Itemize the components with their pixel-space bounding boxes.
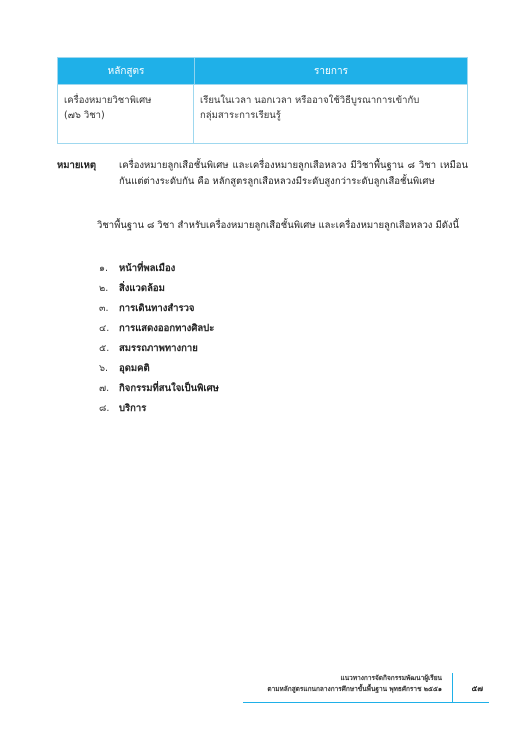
footer-rule	[243, 702, 489, 703]
list-text: หน้าที่พลเมือง	[119, 262, 176, 274]
detail-line-1: เรียนในเวลา นอกเวลา หรืออาจใช้วิธีบูรณาการเข้ากับ	[200, 95, 420, 106]
list-item	[99, 258, 219, 278]
course-name: เครื่องหมายวิชาพิเศษ	[64, 95, 152, 106]
intro-paragraph: วิชาพื้นฐาน ๘ วิชา สำหรับเครื่องหมายลูกเสือชั้นพิเศษ และเครื่องหมายลูกเสือหลวง มีดังนี้	[97, 220, 460, 231]
list-text: กิจกรรมที่สนใจเป็นพิเศษ	[119, 382, 219, 394]
list-number: ๓.	[99, 302, 109, 314]
table-row	[58, 84, 467, 143]
footer-line-2: ตามหลักสูตรแกนกลางการศึกษาขั้นพื้นฐาน พุทธศักราช ๒๕๕๑	[267, 685, 442, 693]
page-number: ๕๗	[471, 684, 483, 693]
list-text: สมรรถภาพทางกาย	[119, 342, 198, 354]
header-detail: รายการ	[314, 65, 348, 77]
list-text: การแสดงออกทางศิลปะ	[119, 322, 215, 334]
course-count: (๗๖ วิชา)	[64, 110, 105, 121]
footer-title	[267, 673, 442, 695]
note-block	[57, 158, 468, 190]
note-label: หมายเหตุ	[57, 160, 97, 171]
subject-list	[99, 258, 219, 418]
footer-line-1: แนวทางการจัดกิจกรรมพัฒนาผู้เรียน	[340, 674, 442, 682]
list-item	[99, 318, 219, 338]
cell-detail	[194, 85, 467, 143]
list-number: ๑.	[99, 262, 109, 274]
list-number: ๘.	[99, 402, 110, 414]
list-number: ๔.	[99, 322, 110, 334]
curriculum-table	[57, 57, 468, 144]
list-item	[99, 378, 219, 398]
list-item	[99, 358, 219, 378]
cell-course	[58, 85, 194, 143]
list-text: การเดินทางสำรวจ	[119, 302, 195, 314]
list-text: บริการ	[119, 402, 147, 414]
list-number: ๕.	[99, 342, 110, 354]
header-course: หลักสูตร	[58, 58, 195, 84]
list-number: ๒.	[99, 282, 109, 294]
footer-separator	[452, 673, 453, 703]
table-header	[58, 58, 467, 84]
page-footer	[243, 673, 489, 703]
list-number: ๗.	[99, 382, 110, 394]
detail-line-2: กลุ่มสาระการเรียนรู้	[200, 110, 281, 121]
note-text: เครื่องหมายลูกเสือชั้นพิเศษ และเครื่องหมายลูกเสือหลวง มีวิชาพื้นฐาน ๘ วิชา เหมือนกันแต่ต่างระดับกัน คือ หลักสูตรลูกเสือหลวงมีระดับสูงกว่าระดับลูกเสือชั้นพิเศษ	[119, 160, 468, 187]
list-item	[99, 398, 219, 418]
list-text: อุดมคติ	[119, 362, 150, 374]
list-text: สิ่งแวดล้อม	[119, 282, 165, 294]
list-item	[99, 298, 219, 318]
list-number: ๖.	[99, 362, 109, 374]
list-item	[99, 338, 219, 358]
list-item	[99, 278, 219, 298]
